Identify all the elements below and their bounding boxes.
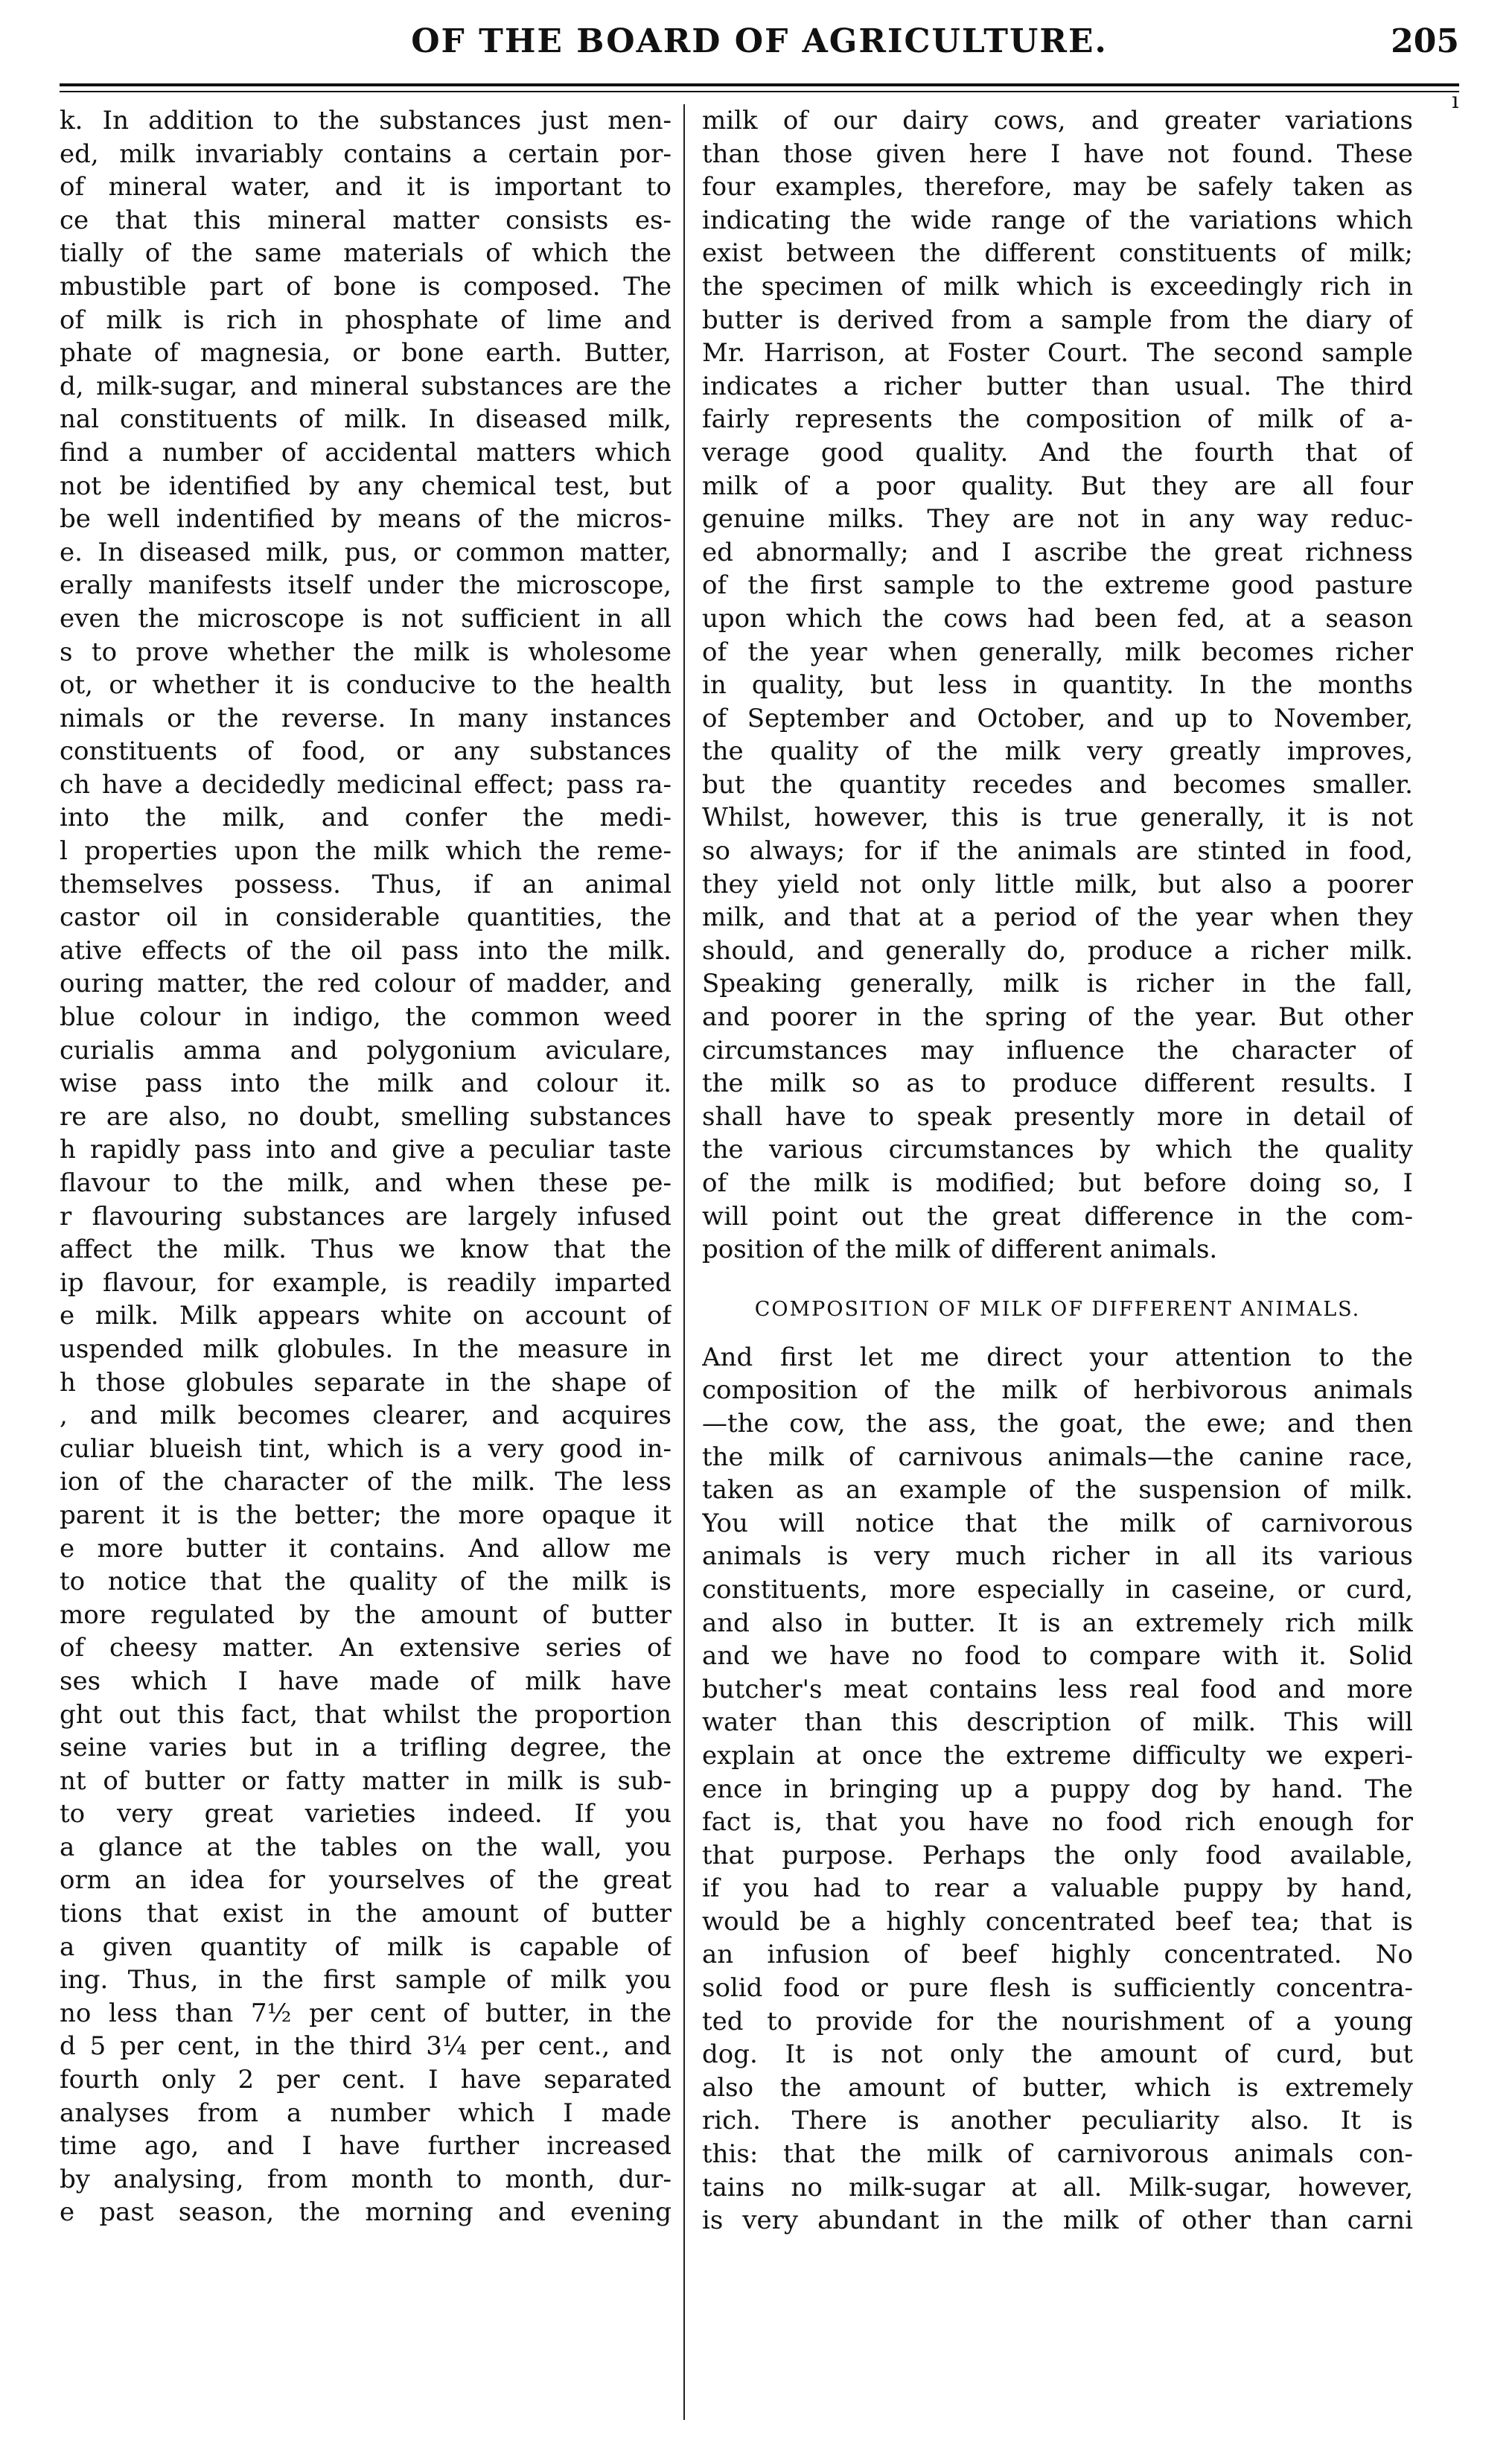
text-line: indicating the wide range of the variations which: [702, 205, 1413, 235]
text-line: Mr. Harrison, at Foster Court. The second sample: [702, 338, 1413, 369]
text-line: dog. It is not only the amount of curd, but: [702, 2039, 1413, 2070]
text-line: themselves possess. Thus, if an animal: [60, 869, 672, 899]
text-line: analyses from a number which I made: [60, 2098, 672, 2128]
section-heading: COMPOSITION OF MILK OF DIFFERENT ANIMALS.: [754, 1297, 1361, 1321]
text-line: is very abundant in the milk of other than carni: [702, 2205, 1413, 2236]
right-column: [702, 104, 1413, 2237]
text-line: ouring matter, the red colour of madder, and: [60, 969, 672, 999]
text-line: e milk. Milk appears white on account of: [60, 1301, 672, 1331]
text-line: also the amount of butter, which is extremely: [702, 2072, 1413, 2103]
text-line: re are also, no doubt, smelling substances: [60, 1101, 672, 1132]
text-line: nimals or the reverse. In many instances: [60, 703, 672, 733]
page-number: 205: [1391, 22, 1459, 60]
text-line: ative effects of the oil pass into the milk.: [60, 935, 672, 966]
text-line: a glance at the tables on the wall, you: [60, 1832, 672, 1862]
stray-mark: ı: [1452, 88, 1459, 114]
text-line: fourth only 2 per cent. I have separated: [60, 2065, 672, 2095]
text-line: castor oil in considerable quantities, the: [60, 902, 672, 933]
text-line: d, milk-sugar, and mineral substances are the: [60, 371, 672, 401]
text-line: Whilst, however, this is true generally, it is not: [702, 803, 1413, 833]
text-line: ip flavour, for example, is readily imparted: [60, 1267, 672, 1298]
text-line: r flavouring substances are largely infused: [60, 1201, 672, 1232]
text-line: k. In addition to the substances just men-: [60, 106, 672, 136]
text-line: to notice that the quality of the milk is: [60, 1567, 672, 1597]
text-line: position of the milk of different animals.: [702, 1235, 1218, 1265]
text-line: h those globules separate in the shape of: [60, 1367, 672, 1398]
text-line: explain at once the extreme difficulty we experi-: [702, 1740, 1413, 1771]
text-line: ght out this fact, that whilst the proportion: [60, 1699, 672, 1730]
text-line: l properties upon the milk which the reme-: [60, 836, 672, 867]
left-column: [60, 104, 672, 2229]
text-line: the milk so as to produce different results. I: [702, 1068, 1413, 1099]
text-line: milk of a poor quality. But they are all four: [702, 471, 1413, 501]
text-line: h rapidly pass into and give a peculiar taste: [60, 1135, 672, 1165]
text-line: ted to provide for the nourishment of a young: [702, 2006, 1413, 2036]
text-line: tions that exist in the amount of butter: [60, 1899, 672, 1929]
text-line: phate of magnesia, or bone earth. Butter,: [60, 338, 672, 369]
text-line: and also in butter. It is an extremely rich milk: [702, 1608, 1413, 1638]
text-line: not be identified by any chemical test, but: [60, 471, 672, 501]
text-line: flavour to the milk, and when these pe-: [60, 1168, 672, 1198]
text-line: a given quantity of milk is capable of: [60, 1931, 672, 1962]
text-line: of the milk is modified; but before doing so, I: [702, 1168, 1413, 1198]
text-line: time ago, and I have further increased: [60, 2131, 672, 2162]
text-line: that purpose. Perhaps the only food available,: [702, 1840, 1413, 1870]
text-line: water than this description of milk. This will: [702, 1707, 1413, 1738]
text-line: more regulated by the amount of butter: [60, 1599, 672, 1630]
text-line: shall have to speak presently more in detail of: [702, 1101, 1413, 1132]
header-rule-thin: [60, 91, 1459, 92]
text-line: constituents, more especially in caseine, or curd,: [702, 1574, 1413, 1605]
text-line: they yield not only little milk, but also a poorer: [702, 869, 1413, 899]
running-head: [60, 22, 1459, 74]
text-line: rich. There is another peculiarity also. It is: [702, 2106, 1413, 2136]
text-line: of cheesy matter. An extensive series of: [60, 1633, 672, 1663]
text-line: ion of the character of the milk. The less: [60, 1467, 672, 1497]
text-line: into the milk, and confer the medi-: [60, 803, 672, 833]
text-line: this: that the milk of carnivorous animals con-: [702, 2139, 1413, 2170]
text-line: nal constituents of milk. In diseased milk,: [60, 404, 672, 435]
text-line: find a number of accidental matters which: [60, 437, 672, 468]
text-line: taken as an example of the suspension of milk.: [702, 1475, 1413, 1506]
text-line: e. In diseased milk, pus, or common matter,: [60, 537, 672, 567]
text-line: upon which the cows had been fed, at a season: [702, 603, 1413, 634]
right-column-text-before: [702, 104, 1413, 1267]
text-line: Speaking generally, milk is richer in the fall,: [702, 969, 1413, 999]
text-line: be well indentified by means of the micros-: [60, 504, 672, 535]
text-line: the milk of carnivous animals—the canine race,: [702, 1442, 1413, 1472]
text-line: fairly represents the composition of milk of a-: [702, 404, 1413, 435]
text-line: nt of butter or fatty matter in milk is sub-: [60, 1765, 672, 1796]
text-line: wise pass into the milk and colour it.: [60, 1068, 672, 1099]
right-column-text-after: [702, 1341, 1413, 2237]
text-line: no less than 7½ per cent of butter, in the: [60, 1998, 672, 2028]
text-line: mbustible part of bone is composed. The: [60, 271, 672, 302]
text-line: than those given here I have not found. These: [702, 138, 1413, 169]
text-line: s to prove whether the milk is wholesome: [60, 637, 672, 667]
text-line: of milk is rich in phosphate of lime and: [60, 305, 672, 335]
text-line: orm an idea for yourselves of the great: [60, 1865, 672, 1896]
text-line: indicates a richer butter than usual. The third: [702, 371, 1413, 401]
text-line: seine varies but in a trifling degree, the: [60, 1733, 672, 1763]
text-line: will point out the great difference in the com-: [702, 1201, 1413, 1232]
text-line: milk of our dairy cows, and greater variations: [702, 106, 1413, 136]
text-line: ch have a decidedly medicinal effect; pass ra-: [60, 769, 672, 800]
text-line: ce that this mineral matter consists es-: [60, 205, 672, 235]
text-line: tially of the same materials of which the: [60, 238, 672, 269]
text-line: ot, or whether it is conducive to the health: [60, 670, 672, 701]
text-line: circumstances may influence the character of: [702, 1035, 1413, 1066]
text-line: four examples, therefore, may be safely taken as: [702, 172, 1413, 203]
column-divider: [683, 104, 685, 2420]
text-line: tains no milk-sugar at all. Milk-sugar, however,: [702, 2172, 1413, 2202]
text-line: verage good quality. And the fourth that of: [702, 437, 1413, 468]
text-line: the quality of the milk very greatly improves,: [702, 736, 1413, 767]
text-line: blue colour in indigo, the common weed: [60, 1002, 672, 1033]
text-line: butcher's meat contains less real food and more: [702, 1674, 1413, 1704]
text-line: solid food or pure flesh is sufficiently concentra-: [702, 1973, 1413, 2004]
text-line: e past season, the morning and evening: [60, 2197, 672, 2228]
text-line: butter is derived from a sample from the diary of: [702, 305, 1413, 335]
text-line: fact is, that you have no food rich enough for: [702, 1807, 1413, 1838]
text-line: uspended milk globules. In the measure in: [60, 1334, 672, 1364]
text-line: of September and October, and up to November,: [702, 703, 1413, 733]
text-line: composition of the milk of herbivorous animals: [702, 1375, 1413, 1406]
text-line: ed, milk invariably contains a certain por-: [60, 138, 672, 169]
text-line: And first let me direct your attention to the: [702, 1342, 1413, 1372]
text-line: parent it is the better; the more opaque it: [60, 1500, 672, 1530]
text-line: exist between the different constituents of milk;: [702, 238, 1413, 269]
text-line: and poorer in the spring of the year. But other: [702, 1002, 1413, 1033]
text-line: d 5 per cent, in the third 3¼ per cent., and: [60, 2031, 672, 2062]
text-line: constituents of food, or any substances: [60, 736, 672, 767]
text-line: to very great varieties indeed. If you: [60, 1799, 672, 1829]
text-line: but the quantity recedes and becomes smaller.: [702, 769, 1413, 800]
text-line: and we have no food to compare with it. Solid: [702, 1641, 1413, 1672]
text-line: of the year when generally, milk becomes richer: [702, 637, 1413, 667]
text-line: in quality, but less in quantity. In the months: [702, 670, 1413, 701]
text-line: ses which I have made of milk have: [60, 1666, 672, 1696]
text-line: You will notice that the milk of carnivorous: [702, 1508, 1413, 1538]
text-line: ed abnormally; and I ascribe the great richness: [702, 537, 1413, 567]
text-line: by analysing, from month to month, dur-: [60, 2164, 672, 2194]
text-line: ing. Thus, in the first sample of milk you: [60, 1965, 672, 1996]
text-line: the specimen of milk which is exceedingly rich in: [702, 271, 1413, 302]
text-line: so always; for if the animals are stinted in food,: [702, 836, 1413, 867]
text-line: e more butter it contains. And allow me: [60, 1533, 672, 1564]
text-line: —the cow, the ass, the goat, the ewe; and then: [702, 1408, 1413, 1439]
text-line: milk, and that at a period of the year when they: [702, 902, 1413, 933]
text-line: ence in bringing up a puppy dog by hand. The: [702, 1774, 1413, 1804]
text-line: curialis amma and polygonium aviculare,: [60, 1035, 672, 1066]
text-line: of mineral water, and it is important to: [60, 172, 672, 203]
text-line: even the microscope is not sufficient in all: [60, 603, 672, 634]
text-line: animals is very much richer in all its various: [702, 1541, 1413, 1572]
text-line: culiar blueish tint, which is a very good in-: [60, 1433, 672, 1464]
text-line: affect the milk. Thus we know that the: [60, 1235, 672, 1265]
text-line: erally manifests itself under the microscope,: [60, 570, 672, 601]
text-line: of the first sample to the extreme good pasture: [702, 570, 1413, 601]
text-line: should, and generally do, produce a richer milk.: [702, 935, 1413, 966]
text-line: , and milk becomes clearer, and acquires: [60, 1401, 672, 1431]
text-line: would be a highly concentrated beef tea; that is: [702, 1906, 1413, 1937]
running-title: OF THE BOARD OF AGRICULTURE.: [411, 22, 1108, 60]
text-line: the various circumstances by which the quality: [702, 1135, 1413, 1165]
text-line: genuine milks. They are not in any way reduc-: [702, 504, 1413, 535]
header-rule-thick: [60, 83, 1459, 86]
text-line: an infusion of beef highly concentrated. No: [702, 1940, 1413, 1970]
text-line: if you had to rear a valuable puppy by hand,: [702, 1873, 1413, 1904]
